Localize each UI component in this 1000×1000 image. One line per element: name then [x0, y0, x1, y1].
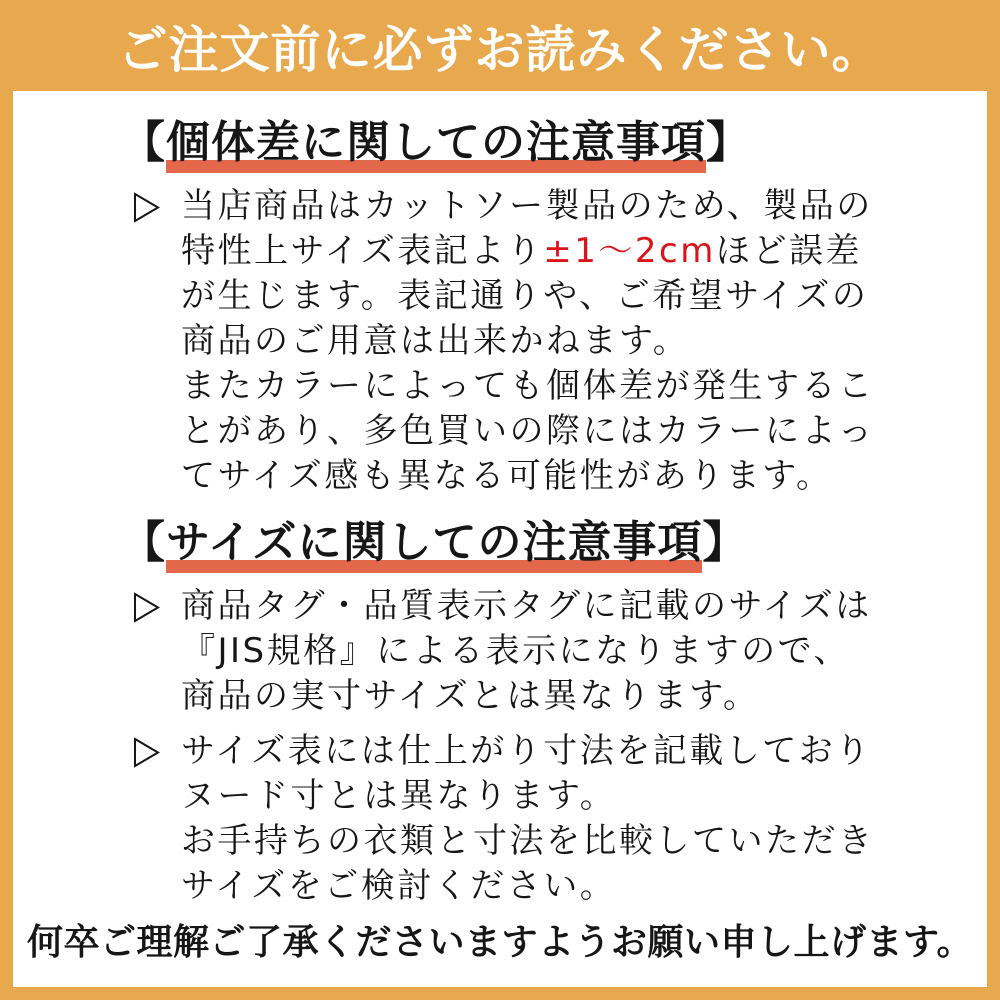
notice-line: 商品のご用意は出来かねます。: [181, 321, 690, 361]
section2-bullet-1: [121, 584, 959, 719]
section2-paragraph-2: [181, 729, 875, 909]
bracket-close: 】: [702, 517, 748, 568]
bracket-open: 【: [121, 517, 166, 568]
tolerance-emphasis: ±1〜2cm: [543, 231, 716, 271]
notice-line: 商品タグ・品質表示タグに記載のサイズは: [181, 586, 872, 626]
content-panel: [13, 91, 987, 987]
section1-heading: [121, 115, 959, 170]
notice-line: ヌード寸とは異なります。: [181, 776, 617, 816]
section2-heading-text: サイズに関しての注意事項: [166, 517, 702, 573]
section1-heading-text: 個体差に関しての注意事項: [166, 117, 706, 173]
section2-paragraph-1: [181, 584, 872, 719]
section2-bullet-2: [121, 729, 959, 909]
closing-note: [13, 914, 987, 965]
content-area: [13, 91, 987, 909]
notice-line: [181, 229, 875, 274]
notice-line: サイズをご検討ください。: [181, 866, 617, 906]
notice-line-segment: 特性上サイズ表記より: [181, 231, 544, 271]
notice-line: サイズ表には仕上がり寸法を記載しており: [181, 731, 872, 771]
closing-note-text: 何卒ご理解ご了承くださいますようお願い申し上げます。: [26, 922, 974, 963]
top-banner: [0, 0, 1000, 91]
top-banner-text: ご注文前に必ずお読みください。: [117, 20, 883, 79]
notice-line: 当店商品はカットソー製品のため、製品の: [181, 186, 873, 226]
bracket-open: 【: [121, 117, 166, 168]
notice-line: とがあり、多色買いの際にはカラーによっ: [181, 411, 875, 451]
bracket-close: 】: [706, 117, 751, 168]
section2-heading: [121, 515, 959, 570]
triangle-bullet-icon: [133, 729, 181, 768]
notice-line: またカラーによっても個体差が発生するこ: [181, 366, 875, 406]
section1-paragraph: [181, 184, 875, 499]
triangle-bullet-icon: [133, 584, 181, 623]
notice-line: てサイズ感も異なる可能性があります。: [181, 456, 833, 496]
section1-bullet: [121, 184, 959, 499]
notice-line: 商品の実寸サイズとは異なります。: [181, 676, 760, 716]
triangle-bullet-icon: [133, 184, 181, 223]
notice-line: 『JIS規格』による表示になりますので、: [181, 631, 850, 671]
notice-line: が生じます。表記通りや、ご希望サイズの: [181, 276, 869, 316]
notice-line-segment: ほど誤差: [715, 231, 862, 271]
notice-line: お手持ちの衣類と寸法を比較していただき: [181, 821, 875, 861]
